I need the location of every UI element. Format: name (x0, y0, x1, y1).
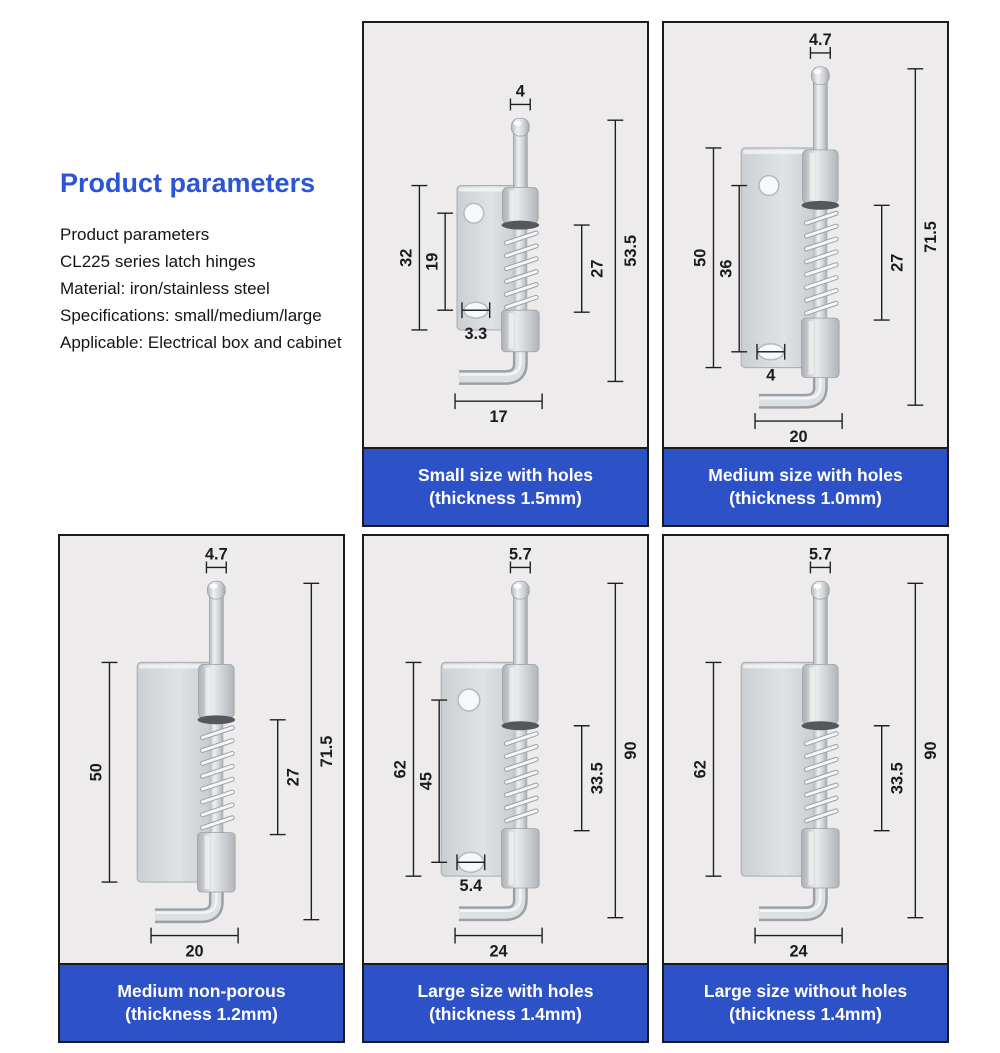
plate-hole (464, 203, 484, 223)
dim-pin-diameter: 5.7 (508, 545, 532, 564)
info-line-2: CL225 series latch hinges (60, 252, 256, 271)
dim-plate-height: 32 (397, 248, 416, 267)
plate-hole (458, 689, 480, 711)
dim-spring-length: 27 (588, 259, 607, 278)
caption-line-1: Large size with holes (417, 981, 594, 1001)
hinge-diagram-large-with-holes (364, 536, 647, 963)
caption-line-1: Large size without holes (703, 981, 908, 1001)
dim-hole-diameter: 4 (766, 366, 776, 385)
panel-large-without-holes (662, 534, 949, 1043)
dim-base-width: 20 (185, 942, 204, 961)
info-line-5: Applicable: Electrical box and cabinet (60, 333, 342, 352)
caption-line-1: Small size with holes (417, 465, 594, 485)
dim-spring-length: 27 (284, 768, 303, 787)
panel-small-with-holes (362, 21, 649, 527)
hinge-diagram-large-without-holes (664, 536, 947, 963)
panel-caption (364, 447, 647, 525)
dim-hole-diameter: 5.4 (459, 877, 483, 895)
panel-caption (60, 963, 343, 1041)
dim-pin-diameter: 4.7 (204, 545, 228, 564)
dim-total-height: 90 (922, 741, 941, 760)
panel-caption (664, 963, 947, 1041)
dim-total-height: 90 (622, 741, 641, 760)
dim-plate-height: 50 (87, 763, 106, 782)
panel-caption (664, 447, 947, 525)
hinge-diagram-small-with-holes (364, 23, 647, 447)
dim-total-height: 53.5 (622, 234, 641, 267)
dim-hole-diameter: 3.3 (464, 324, 488, 343)
dim-spring-length: 27 (888, 253, 907, 272)
dim-hole-span: 45 (417, 772, 436, 791)
dim-base-width: 17 (489, 408, 508, 427)
info-line-1: Product parameters (60, 225, 210, 244)
dim-plate-height: 50 (691, 248, 710, 267)
dim-spring-length: 33.5 (588, 762, 607, 795)
dim-base-width: 24 (789, 942, 808, 961)
page-title: Product parameters (60, 168, 316, 198)
panel-medium-non-porous (58, 534, 345, 1043)
panel-caption (364, 963, 647, 1041)
dim-hole-span: 36 (717, 259, 736, 278)
product-info (60, 168, 360, 361)
dim-total-height: 71.5 (922, 221, 941, 253)
dim-total-height: 71.5 (318, 735, 337, 768)
dim-plate-height: 62 (691, 760, 710, 779)
caption-line-2: (thickness 1.5mm) (429, 488, 582, 508)
caption-line-1: Medium non-porous (117, 981, 286, 1001)
caption-line-1: Medium size with holes (708, 465, 903, 485)
caption-line-2: (thickness 1.4mm) (429, 1004, 582, 1024)
dim-hole-span: 19 (423, 252, 442, 271)
panel-medium-with-holes (662, 21, 949, 527)
dim-base-width: 24 (489, 942, 508, 961)
dim-plate-height: 62 (391, 760, 410, 779)
info-line-3: Material: iron/stainless steel (60, 279, 270, 298)
dim-pin-diameter: 5.7 (808, 545, 832, 564)
caption-line-2: (thickness 1.4mm) (729, 1004, 882, 1024)
caption-line-2: (thickness 1.0mm) (729, 488, 882, 508)
panel-large-with-holes (362, 534, 649, 1043)
dim-base-width: 20 (789, 427, 808, 446)
dim-pin-diameter: 4 (515, 82, 525, 101)
dim-spring-length: 33.5 (888, 762, 907, 795)
hinge-diagram-medium-non-porous (60, 536, 343, 963)
caption-line-2: (thickness 1.2mm) (125, 1004, 278, 1024)
dim-pin-diameter: 4.7 (808, 31, 832, 50)
info-line-4: Specifications: small/medium/large (60, 306, 322, 325)
hinge-diagram-medium-with-holes (664, 23, 947, 447)
plate-hole (759, 176, 779, 196)
